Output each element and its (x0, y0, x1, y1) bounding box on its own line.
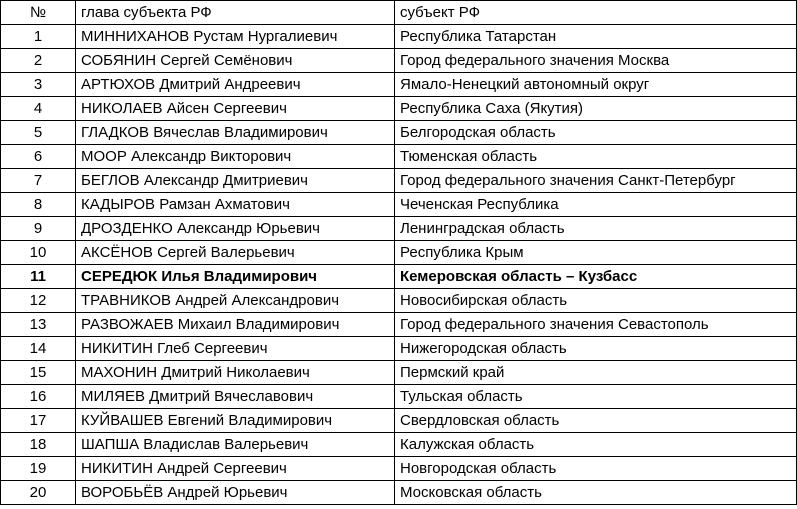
governor-name: СЕРЕДЮК Илья Владимирович (76, 265, 395, 289)
subject-name: Город федерального значения Санкт-Петербург (395, 169, 797, 193)
row-number: 7 (1, 169, 76, 193)
table-row (1, 313, 797, 337)
governor-name: МИЛЯЕВ Дмитрий Вячеславович (76, 385, 395, 409)
row-number: 8 (1, 193, 76, 217)
subject-name: Республика Крым (395, 241, 797, 265)
governor-name: АРТЮХОВ Дмитрий Андреевич (76, 73, 395, 97)
governor-name: СОБЯНИН Сергей Семёнович (76, 49, 395, 73)
table-row (1, 25, 797, 49)
governor-name: БЕГЛОВ Александр Дмитриевич (76, 169, 395, 193)
row-number: 18 (1, 433, 76, 457)
governor-name: ТРАВНИКОВ Андрей Александрович (76, 289, 395, 313)
subject-name: Ленинградская область (395, 217, 797, 241)
table-row (1, 217, 797, 241)
row-number: 14 (1, 337, 76, 361)
table-row (1, 337, 797, 361)
row-number: 17 (1, 409, 76, 433)
subject-name: Новосибирская область (395, 289, 797, 313)
subject-name: Республика Саха (Якутия) (395, 97, 797, 121)
subject-name: Тульская область (395, 385, 797, 409)
row-number: 11 (1, 265, 76, 289)
governor-name: ШАПША Владислав Валерьевич (76, 433, 395, 457)
row-number: 10 (1, 241, 76, 265)
subject-name: Нижегородская область (395, 337, 797, 361)
governor-name: КУЙВАШЕВ Евгений Владимирович (76, 409, 395, 433)
header-row (1, 1, 797, 25)
table-body (1, 25, 797, 505)
governor-name: МООР Александр Викторович (76, 145, 395, 169)
subject-name: Московская область (395, 481, 797, 505)
subject-name: Свердловская область (395, 409, 797, 433)
subject-name: Калужская область (395, 433, 797, 457)
table-row (1, 241, 797, 265)
governor-name: НИКОЛАЕВ Айсен Сергеевич (76, 97, 395, 121)
row-number: 13 (1, 313, 76, 337)
header-subject: субъект РФ (395, 1, 797, 25)
table-row (1, 265, 797, 289)
subject-name: Белгородская область (395, 121, 797, 145)
governor-name: ДРОЗДЕНКО Александр Юрьевич (76, 217, 395, 241)
subject-name: Кемеровская область – Кузбасс (395, 265, 797, 289)
table-row (1, 121, 797, 145)
subject-name: Чеченская Республика (395, 193, 797, 217)
table-row (1, 145, 797, 169)
header-number: № (1, 1, 76, 25)
row-number: 20 (1, 481, 76, 505)
governor-name: КАДЫРОВ Рамзан Ахматович (76, 193, 395, 217)
table-row (1, 193, 797, 217)
subject-name: Республика Татарстан (395, 25, 797, 49)
governor-name: МАХОНИН Дмитрий Николаевич (76, 361, 395, 385)
governor-name: НИКИТИН Глеб Сергеевич (76, 337, 395, 361)
subject-name: Пермский край (395, 361, 797, 385)
table-row (1, 97, 797, 121)
table-row (1, 433, 797, 457)
row-number: 3 (1, 73, 76, 97)
table-row (1, 49, 797, 73)
table-row (1, 481, 797, 505)
table-row (1, 409, 797, 433)
subject-name: Новгородская область (395, 457, 797, 481)
row-number: 16 (1, 385, 76, 409)
governor-name: ВОРОБЬЁВ Андрей Юрьевич (76, 481, 395, 505)
row-number: 2 (1, 49, 76, 73)
table-row (1, 361, 797, 385)
governor-name: АКСЁНОВ Сергей Валерьевич (76, 241, 395, 265)
table-row (1, 457, 797, 481)
table-row (1, 289, 797, 313)
governor-name: ГЛАДКОВ Вячеслав Владимирович (76, 121, 395, 145)
table-row (1, 169, 797, 193)
governor-name: РАЗВОЖАЕВ Михаил Владимирович (76, 313, 395, 337)
governor-name: НИКИТИН Андрей Сергеевич (76, 457, 395, 481)
row-number: 15 (1, 361, 76, 385)
subject-name: Тюменская область (395, 145, 797, 169)
header-governor: глава субъекта РФ (76, 1, 395, 25)
row-number: 12 (1, 289, 76, 313)
row-number: 5 (1, 121, 76, 145)
subject-name: Ямало-Ненецкий автономный округ (395, 73, 797, 97)
row-number: 6 (1, 145, 76, 169)
subject-name: Город федерального значения Севастополь (395, 313, 797, 337)
subject-name: Город федерального значения Москва (395, 49, 797, 73)
row-number: 4 (1, 97, 76, 121)
row-number: 1 (1, 25, 76, 49)
governor-name: МИННИХАНОВ Рустам Нургалиевич (76, 25, 395, 49)
table-row (1, 73, 797, 97)
row-number: 19 (1, 457, 76, 481)
row-number: 9 (1, 217, 76, 241)
table-row (1, 385, 797, 409)
